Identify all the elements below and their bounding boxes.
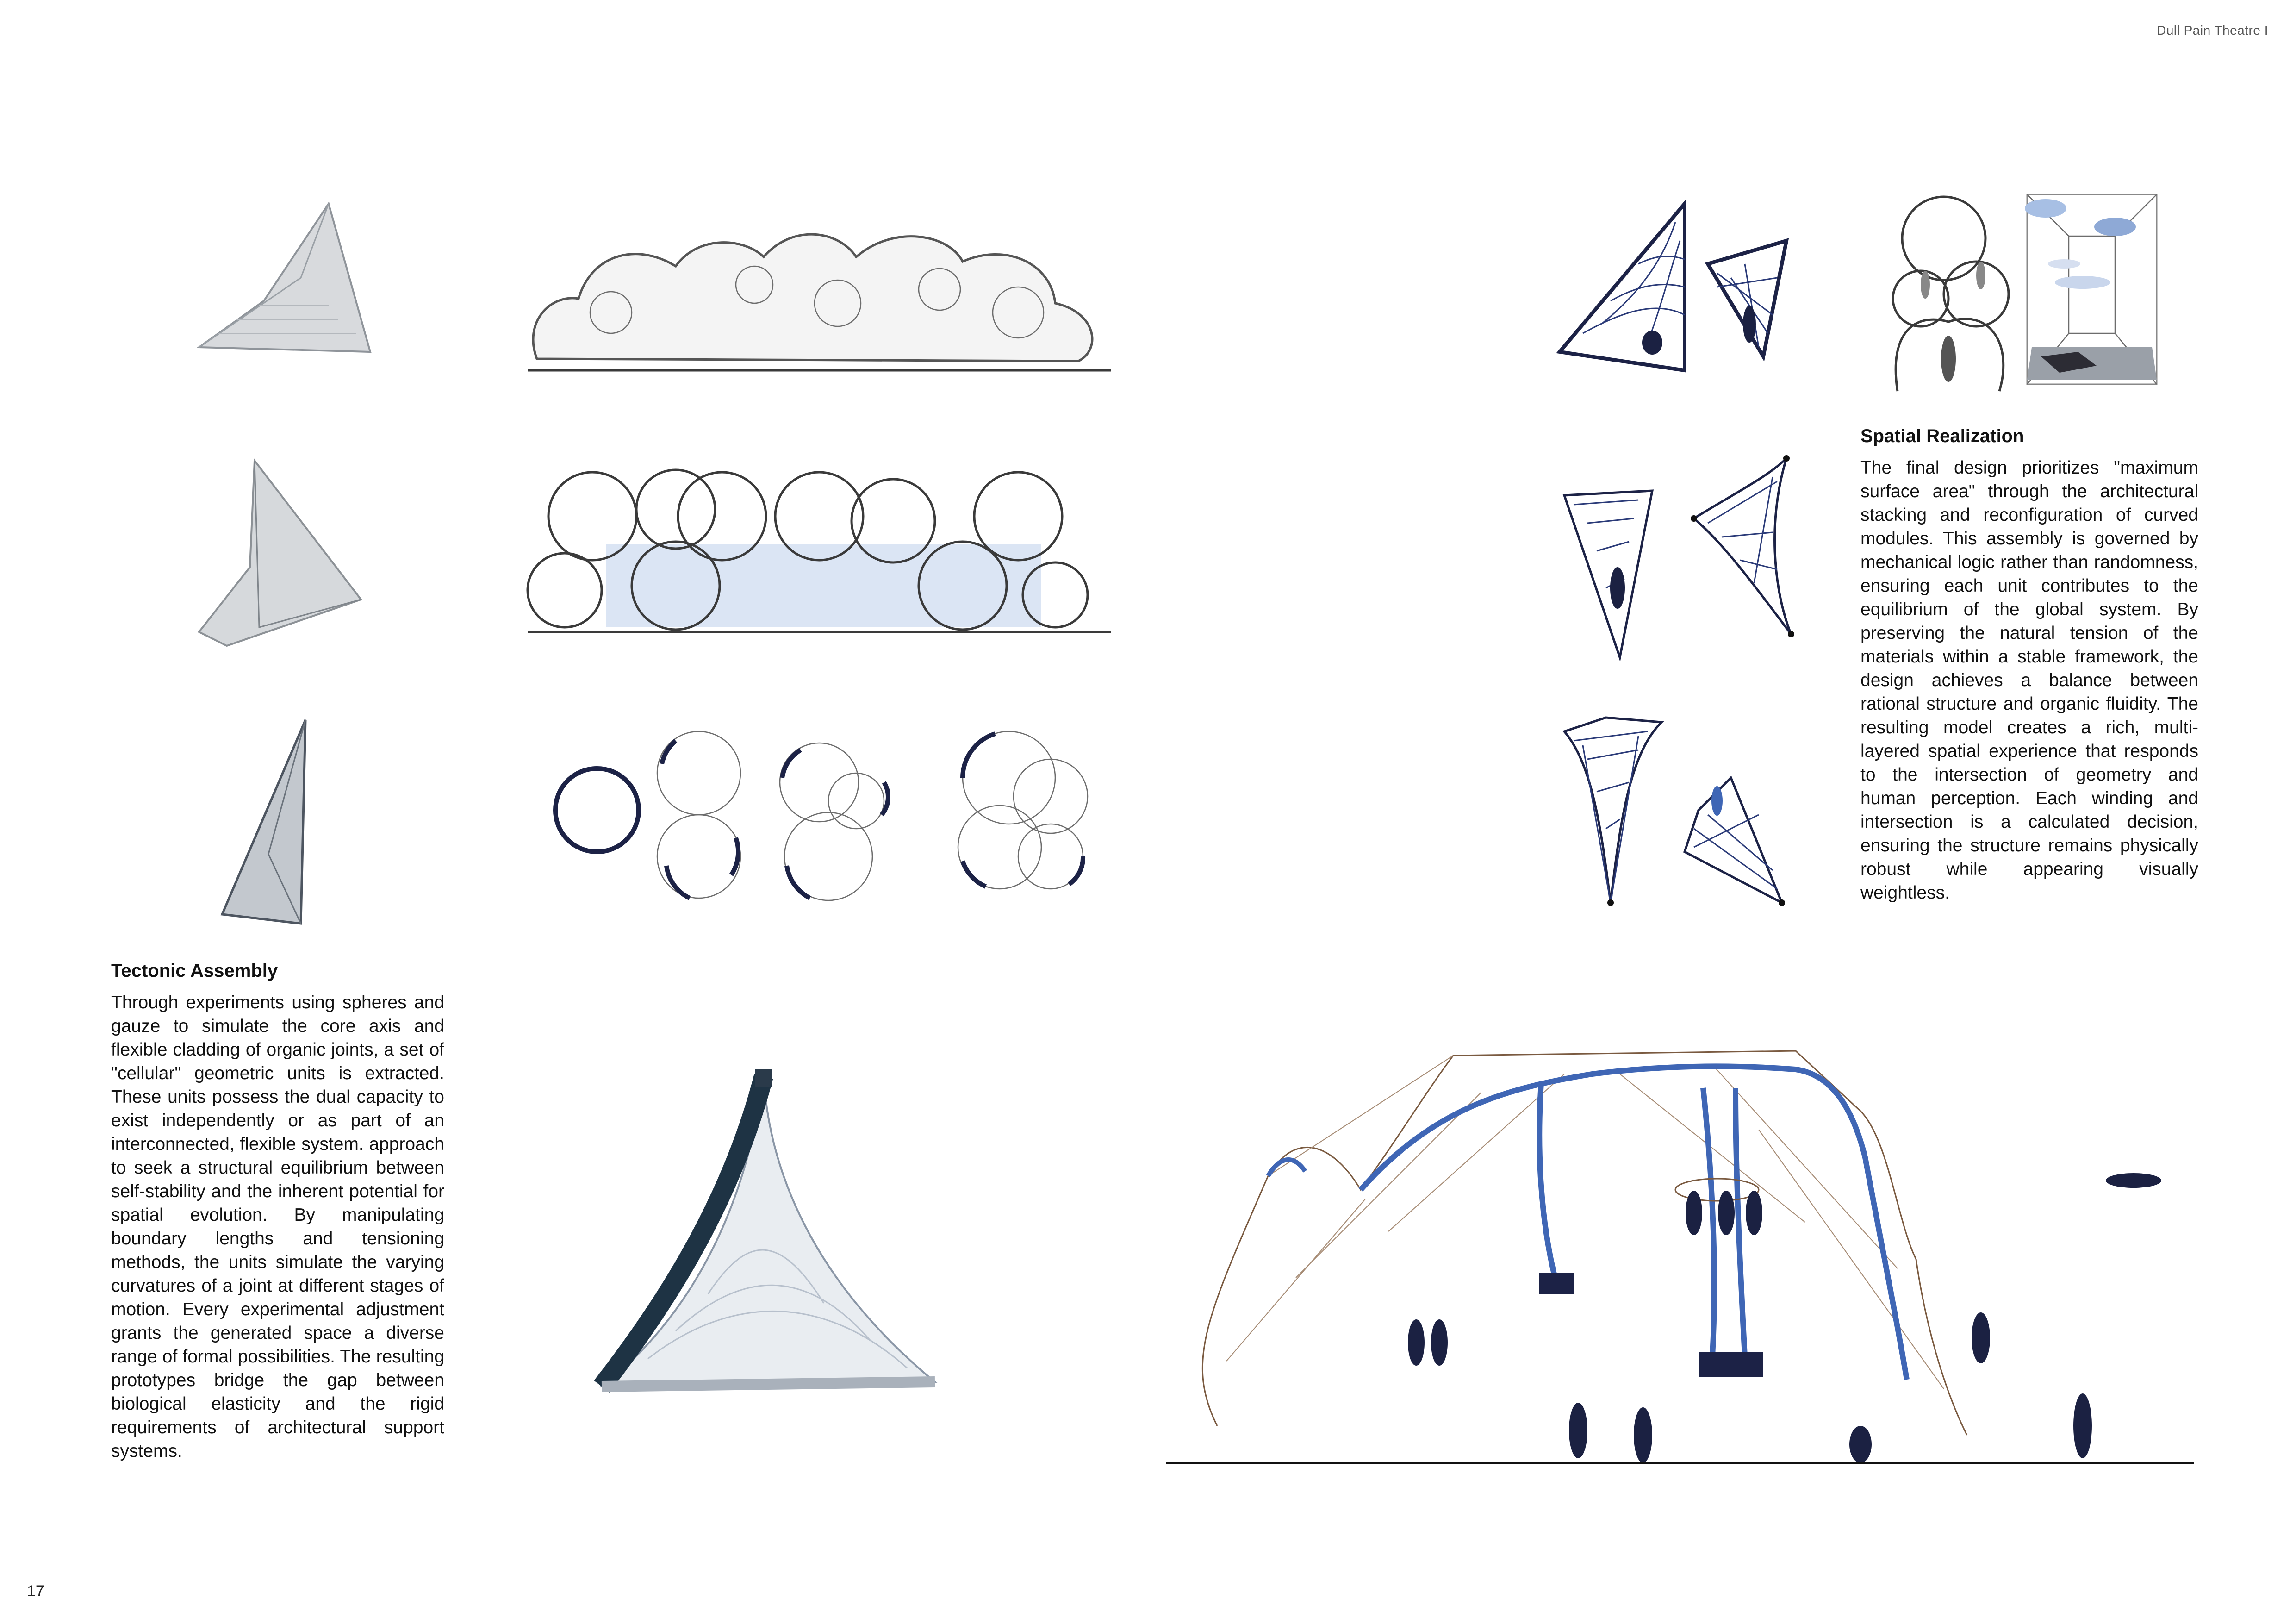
spatial-realization-section — [1860, 426, 2198, 905]
tectonic-assembly-section — [111, 961, 444, 1463]
hanging-net-module-sketch-2 — [1555, 449, 1805, 667]
gauze-model-photo-2 — [190, 451, 375, 655]
tetrahedron-module-sketch-1 — [1555, 194, 1796, 380]
page-number: 17 — [27, 1582, 44, 1600]
spatial-realization-body: The final design prioritizes "maximum surface area" through the architectural stacking and reconfiguration of curved modules. This assembly is governed by mechanical logic rather than randomness, ensuring each unit contributes to the equilibrium of the global system. By preserving the natural tension of the materials within a stable framework, the design achieves a balance between rational structure and organic fluidity. The resulting model creates a rich, multi-layered spatial experience that responds to the intersection of geometry and human perception. Each winding and intersection is a calculated decision, ensuring the structure remains physically robust while appearing visually weightless. — [1860, 458, 2198, 903]
sphere-cluster-sketch — [523, 206, 1115, 377]
hanging-net-module-sketch-3 — [1555, 708, 1814, 912]
tectonic-assembly-heading: Tectonic Assembly — [111, 961, 278, 981]
floating-clouds-perspective-sketch — [2022, 190, 2161, 389]
circle-figures-sketch — [1879, 192, 2018, 396]
tectonic-assembly-body: Through experiments using spheres and gauze to simulate the core axis and flexible cladding of organic joints, a set of "cellular" geometric units is extracted. These units possess the dual capacity to exist independently or as part of an interconnected, flexible system. approach to seek a structural equilibrium between self-stability and the inherent potential for spatial evolution. By manipulating boundary lengths and tensioning methods, the units simulate the varying curvatures of a joint at different stages of motion. Every experimental adjustment grants the generated space a diverse range of formal possibilities. The resulting prototypes bridge the gap between biological elasticity and the rigid requirements of architectural support systems. — [111, 993, 444, 1461]
gauze-model-photo-3 — [213, 715, 324, 933]
circle-ring-diagrams — [551, 722, 1106, 907]
theatre-structure-elevation-drawing — [1157, 1037, 2203, 1472]
gauze-model-photo-1 — [190, 194, 384, 366]
sphere-stack-blue-sketch — [523, 465, 1115, 641]
spatial-realization-heading: Spatial Realization — [1860, 426, 2024, 446]
running-header: Dull Pain Theatre I — [2157, 23, 2268, 37]
tensile-model-photo — [592, 1062, 953, 1396]
